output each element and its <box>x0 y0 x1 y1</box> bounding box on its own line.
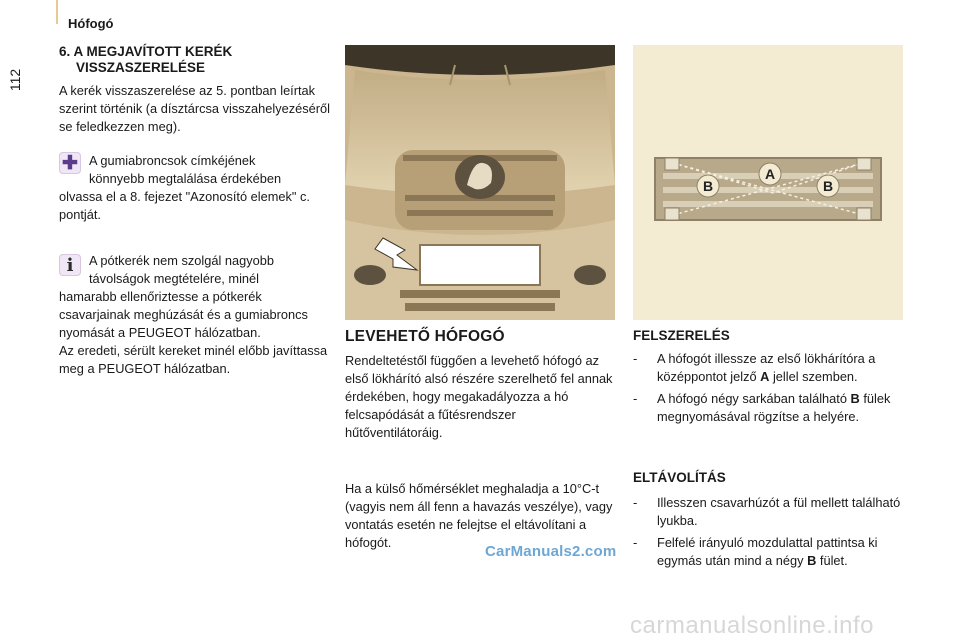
list-text-end: jellel szemben. <box>769 369 858 384</box>
list-item <box>633 534 908 570</box>
install-title: FELSZERELÉS <box>633 328 730 343</box>
section-title-line2: VISSZASZERELÉSE <box>76 60 206 75</box>
list-text-end: fület. <box>816 553 848 568</box>
removal-title: ELTÁVOLÍTÁS <box>633 470 726 485</box>
info-note-line1: A pótkerék nem szolgál nagyobb <box>89 253 274 268</box>
list-item <box>633 350 908 386</box>
page-number: 112 <box>7 68 23 92</box>
list-item <box>633 494 908 530</box>
van-front-photo <box>345 45 615 320</box>
tip-note <box>59 152 331 224</box>
list-text: A hófogó négy sarkában található <box>657 391 851 406</box>
snow-shield-diagram <box>633 45 903 320</box>
list-bold: B <box>850 391 860 406</box>
list-bold: A <box>760 369 770 384</box>
plus-icon: ✚ <box>59 152 81 174</box>
info-note-rest: hamarabb ellenőriztesse a pótkerék csavarjainak meghúzását és a gumiabroncs nyomását a PEUGEOT hálózatban. <box>59 289 308 340</box>
removable-title: LEVEHETŐ HÓFOGÓ <box>345 328 505 345</box>
section-title-line1: 6. A MEGJAVÍTOTT KERÉK <box>59 44 233 59</box>
list-item <box>633 390 908 426</box>
list-text: Illesszen csavarhúzót a fül mellett található lyukba. <box>657 495 901 528</box>
section-body: A kerék visszaszerelése az 5. pontban leírtak szerint történik (a dísztárcsa visszahelyezéséről se feledkezzen meg). <box>59 83 330 134</box>
removable-body-1: Rendeltetéstől függően a levehető hófogó az első lökhárító alsó részére szerelhető fel annak érdekében, hogy megakadályozza a hó felcsapódását a fűtésrendszer hűtőventilátoráig. <box>345 353 613 440</box>
tip-note-line1: A gumiabroncsok címkéjének <box>89 153 256 168</box>
info-icon: i <box>59 254 81 276</box>
list-dash: - <box>633 535 638 550</box>
info-note <box>59 252 331 378</box>
removable-body-2: Ha a külső hőmérséklet meghaladja a 10°C-t (vagyis nem áll fenn a havazás veszélye), vagy vontatás esetén ne felejtse el eltávolítani a hófogót. <box>345 481 613 550</box>
info-note-last: Az eredeti, sérült kereket minél előbb javíttassa meg a PEUGEOT hálózatban. <box>59 343 328 376</box>
list-dash: - <box>633 495 638 510</box>
section-title <box>59 44 329 76</box>
install-list <box>633 350 908 430</box>
removal-list <box>633 494 908 574</box>
list-dash: - <box>633 391 638 406</box>
tip-note-line2: könnyebb megtalálása érdekében <box>89 171 282 186</box>
chapter-title: Hófogó <box>68 16 114 31</box>
marker-b-left-label: B <box>702 178 714 194</box>
list-bold: B <box>807 553 817 568</box>
list-text: Felfelé irányuló mozdulattal pattintsa ki egymás után mind a négy <box>657 535 878 568</box>
marker-b-right-label: B <box>822 178 834 194</box>
watermark-footer[interactable]: carmanualsonline.info <box>630 612 874 639</box>
tip-note-rest: olvassa el a 8. fejezet "Azonosító elemek" c. pontját. <box>59 189 310 222</box>
list-dash: - <box>633 351 638 366</box>
info-note-line2: távolságok megtételére, minél <box>89 271 260 286</box>
list-text-end: fülek megnyomásával rögzítse a helyére. <box>657 391 891 424</box>
list-text: A hófogót illessze az első lökhárítóra a középpontot jelző <box>657 351 876 384</box>
marker-a-label: A <box>764 166 776 182</box>
watermark-link[interactable]: CarManuals2.com <box>485 543 617 560</box>
header-rule <box>56 0 58 24</box>
